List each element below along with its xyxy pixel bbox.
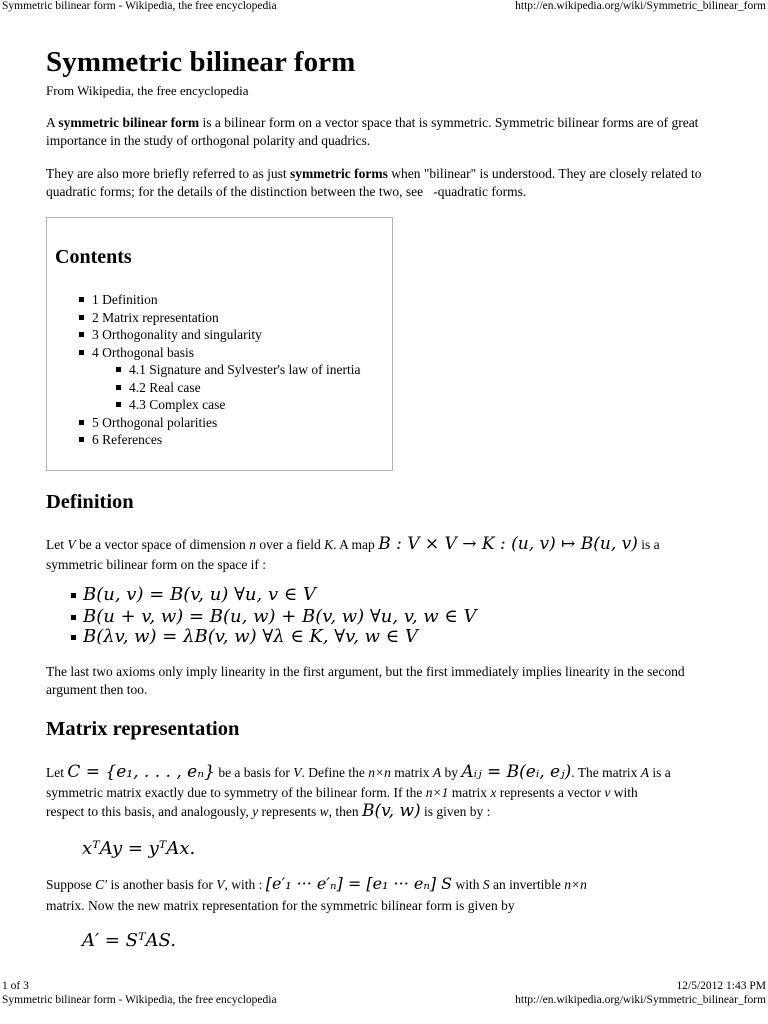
text: an invertible: [489, 877, 565, 892]
text: respect to this basis, and analogously,: [46, 804, 253, 819]
print-footer-title: Symmetric bilinear form - Wikipedia, the free encyclopedia: [2, 994, 277, 1006]
matrix-paragraph-line1: [46, 763, 726, 782]
var: n×n: [564, 877, 587, 892]
var: C′: [95, 877, 108, 892]
text: , with :: [224, 877, 266, 892]
toc-item-orthogonal-basis[interactable]: 4 Orthogonal basis: [79, 344, 361, 362]
var: V: [216, 877, 225, 892]
bold-term: symmetric forms: [290, 166, 388, 181]
basis-formula: C = {e₁, . . . , eₙ}: [67, 762, 215, 782]
print-footer-url[interactable]: http://en.wikipedia.org/wiki/Symmetric_bilinear_form: [515, 994, 766, 1006]
text: over a field: [255, 537, 325, 552]
text: Suppose: [46, 877, 96, 892]
matrix-paragraph-line3: [46, 802, 726, 821]
definition-paragraph-line2: symmetric bilinear form on the space if :: [46, 557, 267, 572]
axiom-text: B(u + v, w) = B(u, w) + B(v, w) ∀u, v, w ∈ V: [83, 606, 477, 627]
var: A: [640, 765, 649, 780]
text: when "bilinear" is understood. They are closely related to quadratic forms; for the details of the distinction between the two, see -quadratic forms.: [46, 166, 702, 199]
text: is a: [637, 537, 660, 552]
print-footer: [0, 980, 768, 993]
toc-item-matrix-representation[interactable]: 2 Matrix representation: [79, 309, 361, 327]
text: Let: [46, 765, 68, 780]
text: is given by :: [420, 804, 491, 819]
matrix-paragraph2-line2: matrix. Now the new matrix representation for the symmetric bilinear form is given by: [46, 898, 515, 913]
text: with: [452, 877, 483, 892]
bold-term: symmetric bilinear form: [58, 115, 200, 130]
toc-list: [79, 291, 361, 449]
text: be a vector space of dimension: [75, 537, 250, 552]
bullet: [71, 635, 76, 640]
text: is another basis for: [107, 877, 217, 892]
text: . The matrix: [571, 765, 641, 780]
text: A: [46, 115, 59, 130]
text: is a: [648, 765, 671, 780]
var: x: [490, 785, 497, 800]
axiom-homogeneity: [71, 627, 418, 647]
equation-xtay: xᵀAy = yᵀAx.: [82, 838, 196, 859]
page-title: Symmetric bilinear form: [46, 46, 356, 78]
var: y: [252, 804, 259, 819]
var: S: [482, 877, 490, 892]
toc-item-complex-case[interactable]: 4.3 Complex case: [116, 396, 361, 414]
matrix-paragraph-line2: [46, 784, 726, 802]
var: V: [293, 765, 302, 780]
map-formula: B : V × V → K : (u, v) ↦ B(u, v): [378, 534, 638, 554]
toc-item-signature[interactable]: 4.1 Signature and Sylvester's law of inertia: [116, 361, 361, 379]
toc-title: Contents: [55, 246, 132, 268]
var: K: [324, 537, 334, 552]
text: matrix: [390, 765, 433, 780]
var: A: [432, 765, 442, 780]
section-heading-matrix: Matrix representation: [46, 718, 240, 740]
var: v: [604, 785, 611, 800]
table-of-contents: [46, 217, 393, 471]
axiom-text: B(λv, w) = λB(v, w) ∀λ ∈ K, ∀v, w ∈ V: [83, 626, 418, 647]
axiom-symmetry: [71, 585, 316, 605]
basis-change-formula: [e′₁ ··· e′ₙ] = [e₁ ··· eₙ] S: [265, 874, 453, 893]
toc-item-orthogonal-polarities[interactable]: 5 Orthogonal polarities: [79, 414, 361, 432]
text: symmetric matrix exactly due to symmetry of the bilinear form. If the: [46, 785, 426, 800]
text: . Define the: [301, 765, 369, 780]
text: matrix: [448, 785, 491, 800]
toc-item-real-case[interactable]: 4.2 Real case: [116, 379, 361, 397]
axiom-additivity: [71, 607, 476, 627]
toc-item-orthogonality[interactable]: 3 Orthogonality and singularity: [79, 326, 361, 344]
var: n×1: [425, 785, 449, 800]
text: . A map: [333, 537, 379, 552]
text: be a basis for: [214, 765, 294, 780]
text: with: [610, 785, 638, 800]
intro-paragraph-2: [46, 165, 726, 201]
intro-paragraph-1: [46, 114, 726, 150]
text: is a bilinear form on a vector space that is symmetric. Symmetric bilinear forms are of great importance in the study of orthogonal polarity and quadrics.: [46, 115, 699, 148]
text: represents a vector: [496, 785, 605, 800]
text: represents: [258, 804, 320, 819]
equation-a-prime: A′ = SᵀAS.: [82, 930, 176, 951]
print-header-url[interactable]: http://en.wikipedia.org/wiki/Symmetric_bilinear_form: [515, 0, 766, 12]
print-header-title: Symmetric bilinear form - Wikipedia, the free encyclopedia: [2, 0, 277, 12]
toc-item-references[interactable]: 6 References: [79, 431, 361, 449]
text: by: [441, 765, 462, 780]
definition-after-paragraph: The last two axioms only imply linearity in the first argument, but the first immediately implies linearity in the second argument then too.: [46, 664, 685, 697]
text: Let: [46, 537, 68, 552]
var: n: [249, 537, 256, 552]
bullet: [71, 593, 76, 598]
section-heading-definition: Definition: [46, 491, 134, 513]
var: w: [319, 804, 329, 819]
text: They are also more briefly referred to as just: [46, 166, 291, 181]
definition-paragraph: [46, 535, 726, 554]
var: V: [67, 537, 76, 552]
aij-formula: Aᵢⱼ = B(eᵢ, eⱼ): [461, 762, 572, 782]
axiom-text: B(u, v) = B(v, u) ∀u, v ∈ V: [83, 584, 316, 605]
print-footer-page: 1 of 3: [2, 980, 29, 992]
page-subtitle: From Wikipedia, the free encyclopedia: [46, 83, 249, 98]
matrix-paragraph2-line1: [46, 875, 726, 894]
print-header-next: [0, 994, 768, 1007]
bvw-formula: B(v, w): [361, 801, 421, 821]
text: , then: [328, 804, 362, 819]
bullet: [71, 615, 76, 620]
toc-item-definition[interactable]: 1 Definition: [79, 291, 361, 309]
var: n×n: [368, 765, 391, 780]
print-footer-datetime: 12/5/2012 1:43 PM: [676, 980, 766, 992]
